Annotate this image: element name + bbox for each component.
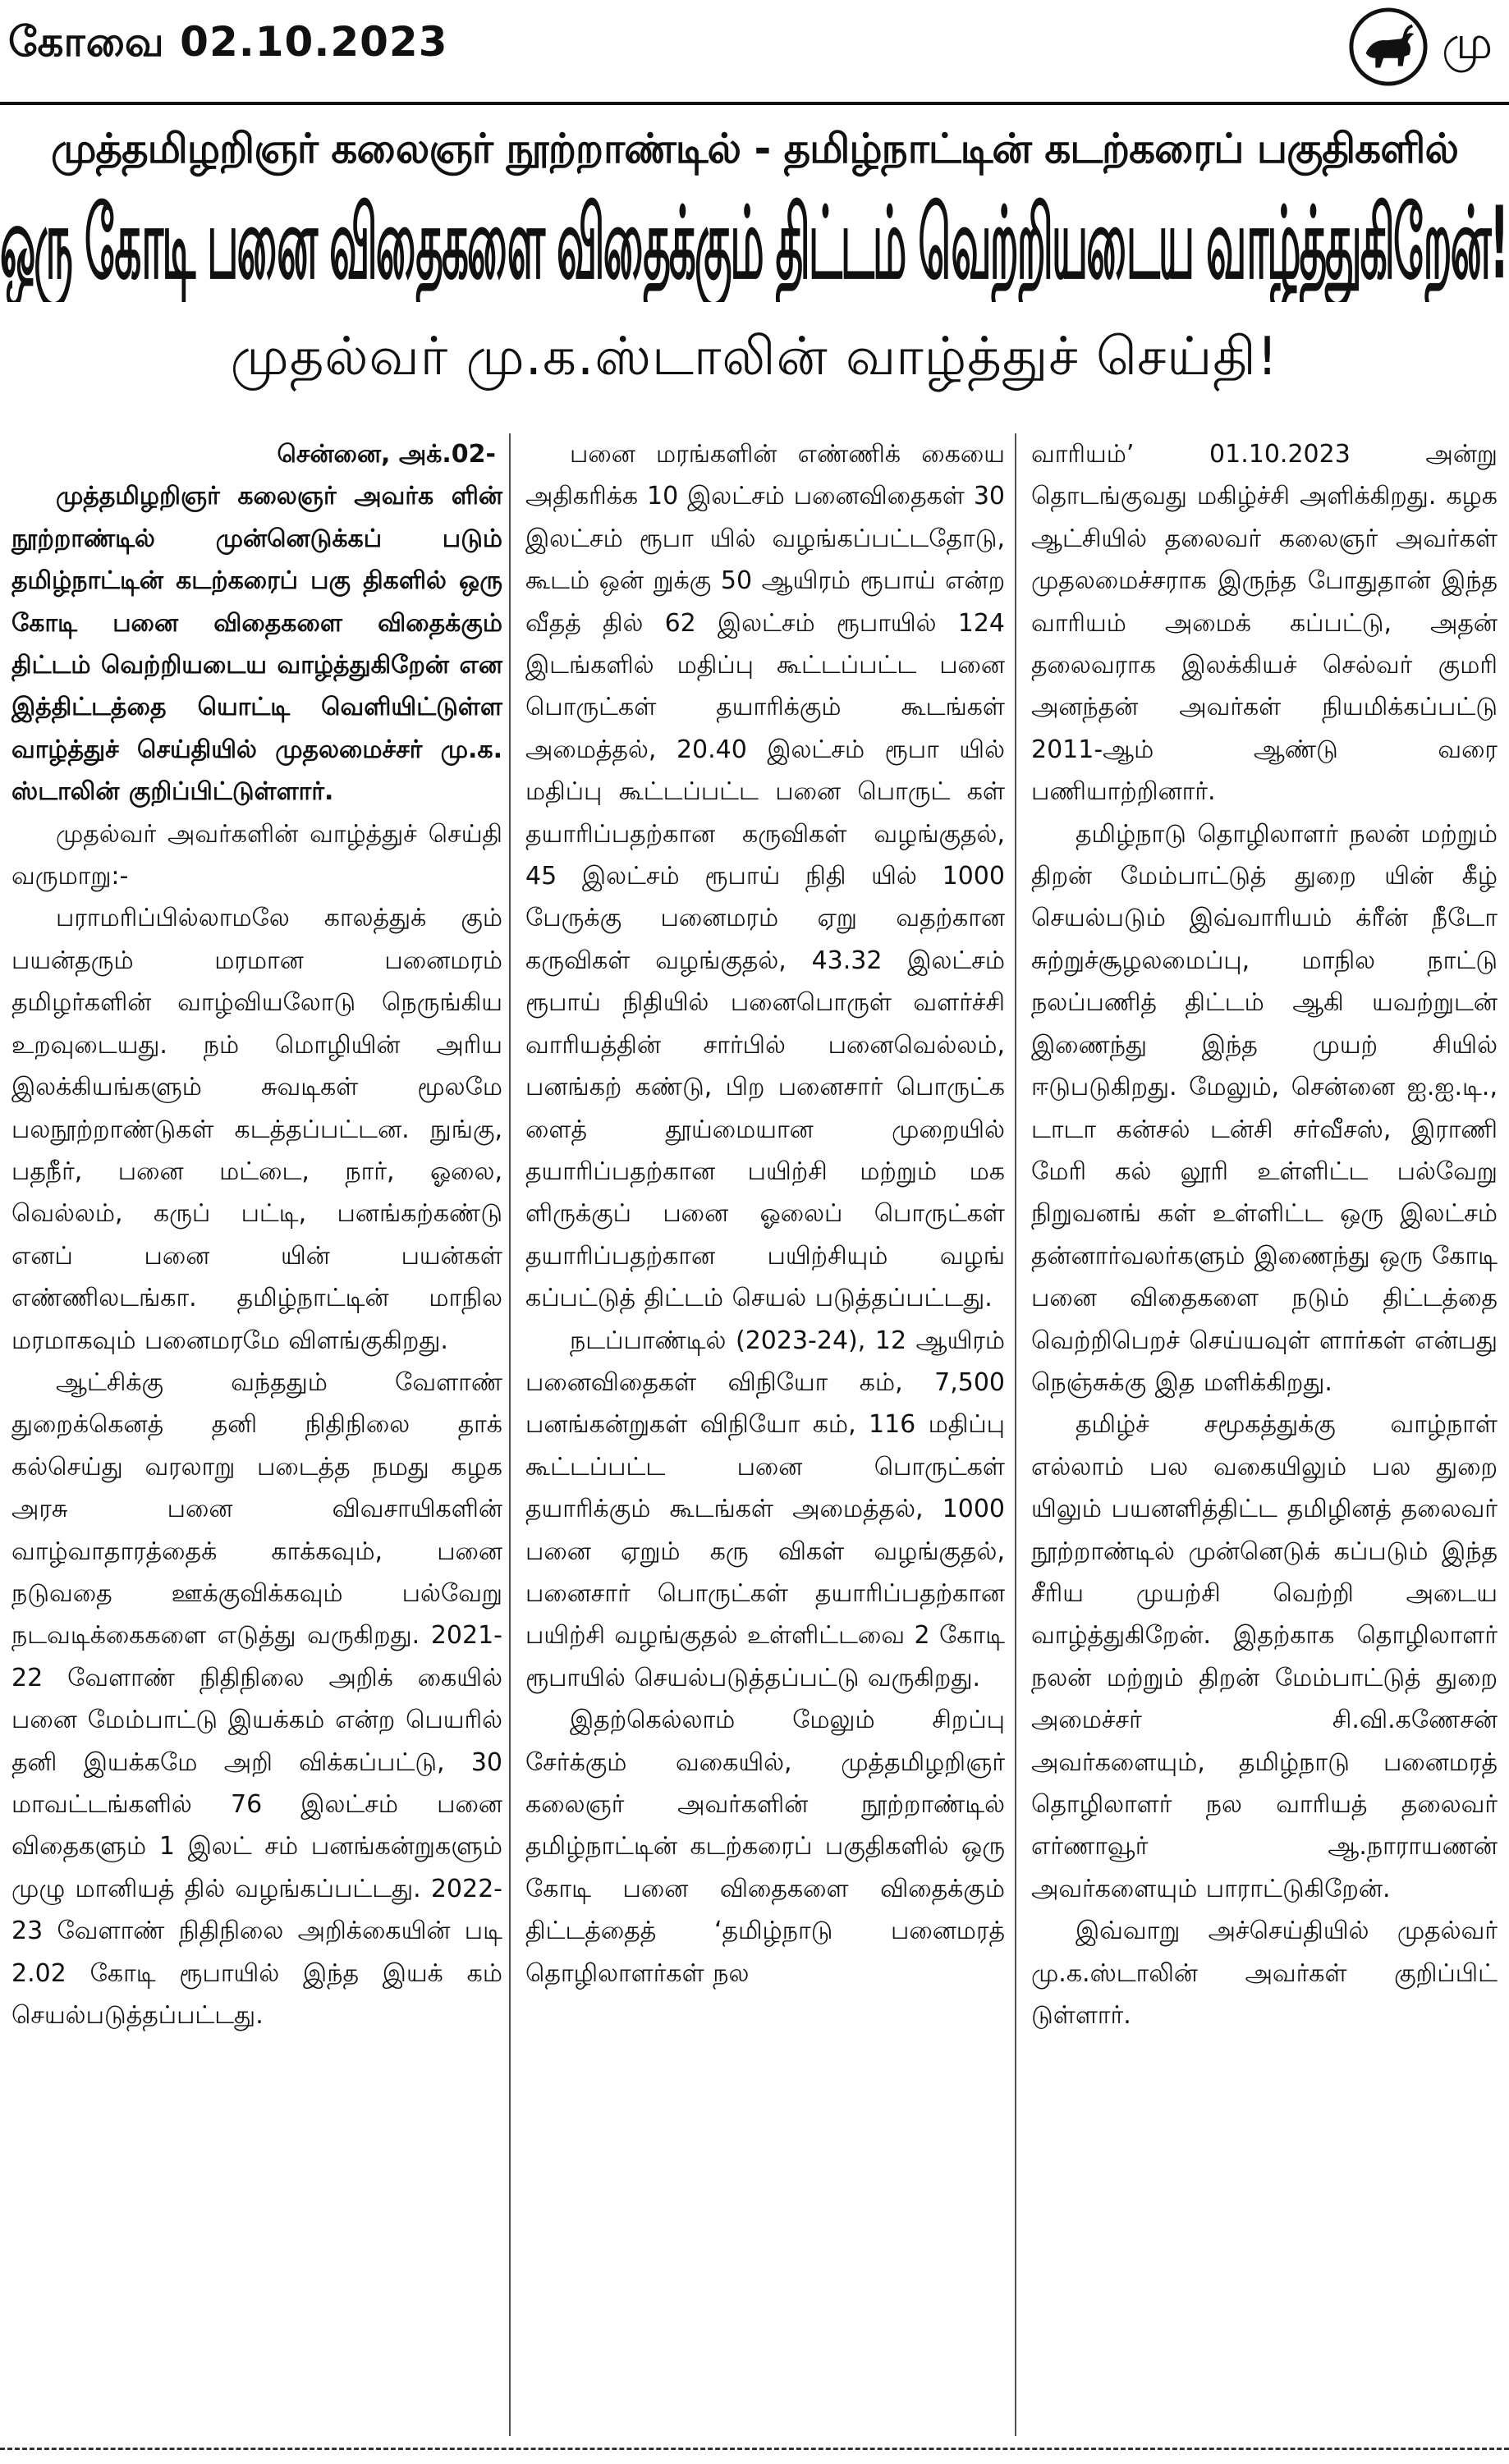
bull-emblem-icon (1348, 7, 1429, 87)
dateline: சென்னை, அக்.02- (277, 440, 496, 469)
article-paragraph: பனை மரங்களின் எண்ணிக் கையை அதிகரிக்க 10 இலட்சம் பனைவிதைகள் 30 இலட்சம் ரூபா யில் வழங்கப்பட்டதோடு, கூடம் ஒன் றுக்கு 50 ஆயிரம் ரூபாய் என்ற வீதத் தில் 62 இலட்சம் ரூபாயில் 124 இடங்களில் மதிப்பு கூட்டப்பட்ட பனை பொருட்கள் தயாரிக்கும் கூடங்கள் அமைத்தல், 20.40 இலட்சம் ரூபா யில் மதிப்பு கூட்டப்பட்ட பனை பொருட் கள் தயாரிப்பதற்கான கருவிகள் வழங்குதல், 45 இலட்சம் ரூபாய் நிதி யில் 1000 பேருக்கு பனைமரம் ஏறு வதற்கான கருவிகள் வழங்குதல், 43.32 இலட்சம் ரூபாய் நிதியில் பனைபொருள் வளர்ச்சி வாரியத்தின் சார்பில் பனைவெல்லம், பனங்கற் கண்டு, பிற பனைசார் பொருட்க ளைத் தூய்மையான முறையில் தயாரிப்பதற்கான பயிற்சி மற்றும் மக ளிருக்குப் பனை ஓலைப் பொருட்கள் தயாரிப்பதற்கான பயிற்சியும் வழங் கப்பட்டுத் திட்டம் செயல் படுத்தப்பட்டது. (525, 440, 1005, 1313)
headline (0, 187, 1509, 302)
masthead-brand: மு (1442, 16, 1493, 70)
column-divider (1015, 433, 1016, 2436)
masthead (0, 0, 1509, 97)
article-column-2 (514, 433, 1016, 2436)
article-column-3 (1020, 433, 1509, 2436)
article-paragraph: தமிழ்ச் சமூகத்துக்கு வாழ்நாள் எல்லாம் பல வகையிலும் பல துறை யிலும் பயனளித்திட்ட தமிழினத் தலைவர் நூற்றாண்டில் முன்னெடுக் கப்படும் இந்த சீரிய முயற்சி வெற்றி அடைய வாழ்த்துகிறேன். இதற்காக தொழிலாளர் நலன் மற்றும் திறன் மேம்பாட்டுத் துறை அமைச்சர் சி.வி.கணேசன் அவர்களையும், தமிழ்நாடு பனைமரத் தொழிலாளர் நல வாரியத் தலைவர் எர்ணாவூர் ஆ.நாராயணன் அவர்களையும் பாராட்டுகிறேன். (1031, 1410, 1498, 1903)
article-paragraph: தமிழ்நாடு தொழிலாளர் நலன் மற்றும் திறன் மேம்பாட்டுத் துறை யின் கீழ் செயல்படும் இவ்வாரியம் க்ரீன் நீடோ சுற்றுச்சூழலமைப்பு, மாநில நாட்டு நலப்பணித் திட்டம் ஆகி யவற்றுடன் இணைந்து இந்த முயற் சியில் ஈடுபடுகிறது. மேலும், சென்னை ஐ.ஐ.டி., டாடா கன்சல் டன்சி சர்வீசஸ், இராணி மேரி கல் லூரி உள்ளிட்ட பல்வேறு நிறுவனங் கள் உள்ளிட்ட ஒரு இலட்சம் தன்னார்வலர்களும் இணைந்து ஒரு கோடி பனை விதைகளை நடும் திட்டத்தை வெற்றிபெறச் செய்யவுள் ளார்கள் என்பது நெஞ்சுக்கு இத மளிக்கிறது. (1031, 819, 1498, 1397)
article-paragraph: பராமரிப்பில்லாமலே காலத்துக் கும் பயன்தரும் மரமான பனைமரம் தமிழர்களின் வாழ்வியலோடு நெருங்கிய உறவுடையது. நம் மொழியின் அரிய இலக்கியங்களும் சுவடிகள் மூலமே பலநூற்றாண்டுகள் கடத்தப்பட்டன. நுங்கு, பதநீர், பனை மட்டை, நார், ஓலை, வெல்லம், கருப் பட்டி, பனங்கற்கண்டு எனப் பனை யின் பயன்கள் எண்ணிலடங்கா. தமிழ்நாட்டின் மாநில மரமாகவும் பனைமரமே விளங்குகிறது. (11, 904, 502, 1355)
article-paragraph: நடப்பாண்டில் (2023-24), 12 ஆயிரம் பனைவிதைகள் விநியோ கம், 7,500 பனங்கன்றுகள் விநியோ கம், 116 மதிப்பு கூட்டப்பட்ட பனை பொருட்கள் தயாரிக்கும் கூடங்கள் அமைத்தல், 1000 பனை ஏறும் கரு விகள் வழங்குதல், பனைசார் பொருட்கள் தயாரிப்பதற்கான பயிற்சி வழங்குதல் உள்ளிட்டவை 2 கோடி ரூபாயில் செயல்படுத்தப்பட்டு வருகிறது. (525, 1326, 1005, 1692)
subheadline: முதல்வர் மு.க.ஸ்டாலின் வாழ்த்துச் செய்தி! (230, 327, 1279, 387)
article-paragraph: வாரியம்’ 01.10.2023 அன்று தொடங்குவது மகிழ்ச்சி அளிக்கிறது. கழக ஆட்சியில் தலைவர் கலைஞர் அவர்கள் முதலமைச்சராக இருந்த போதுதான் இந்த வாரியம் அமைக் கப்பட்டு, அதன் தலைவராக இலக்கியச் செல்வர் குமரி அனந்தன் அவர்கள் நியமிக்கப்பட்டு 2011-ஆம் ஆண்டு வரை பணியாற்றினார். (1031, 440, 1498, 807)
article-paragraph: ஆட்சிக்கு வந்ததும் வேளாண் துறைக்கெனத் தனி நிதிநிலை தாக் கல்செய்து வரலாறு படைத்த நமது கழக அரசு பனை விவசாயிகளின் வாழ்வாதாரத்தைக் காக்கவும், பனை நடுவதை ஊக்குவிக்கவும் பல்வேறு நடவடிக்கைகளை எடுத்து வருகிறது. 2021-22 வேளாண் நிதிநிலை அறிக் கையில் பனை மேம்பாட்டு இயக்கம் என்ற பெயரில் தனி இயக்கமே அறி விக்கப்பட்டு, 30 மாவட்டங்களில் 76 இலட்சம் பனை விதைகளும் 1 இலட் சம் பனங்கன்றுகளும் முழு மானியத் தில் வழங்கப்பட்டது. 2022-23 வேளாண் நிதிநிலை அறிக்கையின் படி 2.02 கோடி ரூபாயில் இந்த இயக் கம் செயல்படுத்தப்பட்டது. (11, 1367, 502, 2031)
edition-date: கோவை 02.10.2023 (8, 18, 448, 66)
bottom-rule (0, 2448, 1509, 2450)
kicker-line: முத்தமிழறிஞர் கலைஞர் நூற்றாண்டில் - தமிழ்நாட்டின் கடற்கரைப் பகுதிகளில் (51, 125, 1458, 172)
article-column-1 (0, 433, 514, 2436)
column-divider (509, 433, 511, 2436)
headline-text: ஒரு கோடி பனை விதைகளை விதைக்கும் திட்டம் வெற்றியடைய வாழ்த்துகிறேன்! (0, 187, 1508, 302)
lead-paragraph: முத்தமிழறிஞர் கலைஞர் அவர்க ளின் நூற்றாண்டில் முன்னெடுக்கப் படும் தமிழ்நாட்டின் கடற்கரைப் பகு திகளில் ஒரு கோடி பனை விதைகளை விதைக்கும் திட்டம் வெற்றியடைய வாழ்த்துகிறேன் என இத்திட்டத்தை யொட்டி வெளியிட்டுள்ள வாழ்த்துச் செய்தியில் முதலமைச்சர் மு.க. ஸ்டாலின் குறிப்பிட்டுள்ளார். (11, 482, 502, 807)
article-paragraph: இதற்கெல்லாம் மேலும் சிறப்பு சேர்க்கும் வகையில், முத்தமிழறிஞர் கலைஞர் அவர்களின் நூற்றாண்டில் தமிழ்நாட்டின் கடற்கரைப் பகுதிகளில் ஒரு கோடி பனை விதைகளை விதைக்கும் திட்டத்தைத் ‘தமிழ்நாடு பனைமரத் தொழிலாளர்கள் நல (525, 1706, 1005, 1988)
article-paragraph: இவ்வாறு அச்செய்தியில் முதல்வர் மு.க.ஸ்டாலின் அவர்கள் குறிப்பிட் டுள்ளார். (1031, 1917, 1498, 2031)
masthead-rule (0, 102, 1509, 105)
article-paragraph: முதல்வர் அவர்களின் வாழ்த்துச் செய்தி வருமாறு:- (11, 819, 502, 891)
